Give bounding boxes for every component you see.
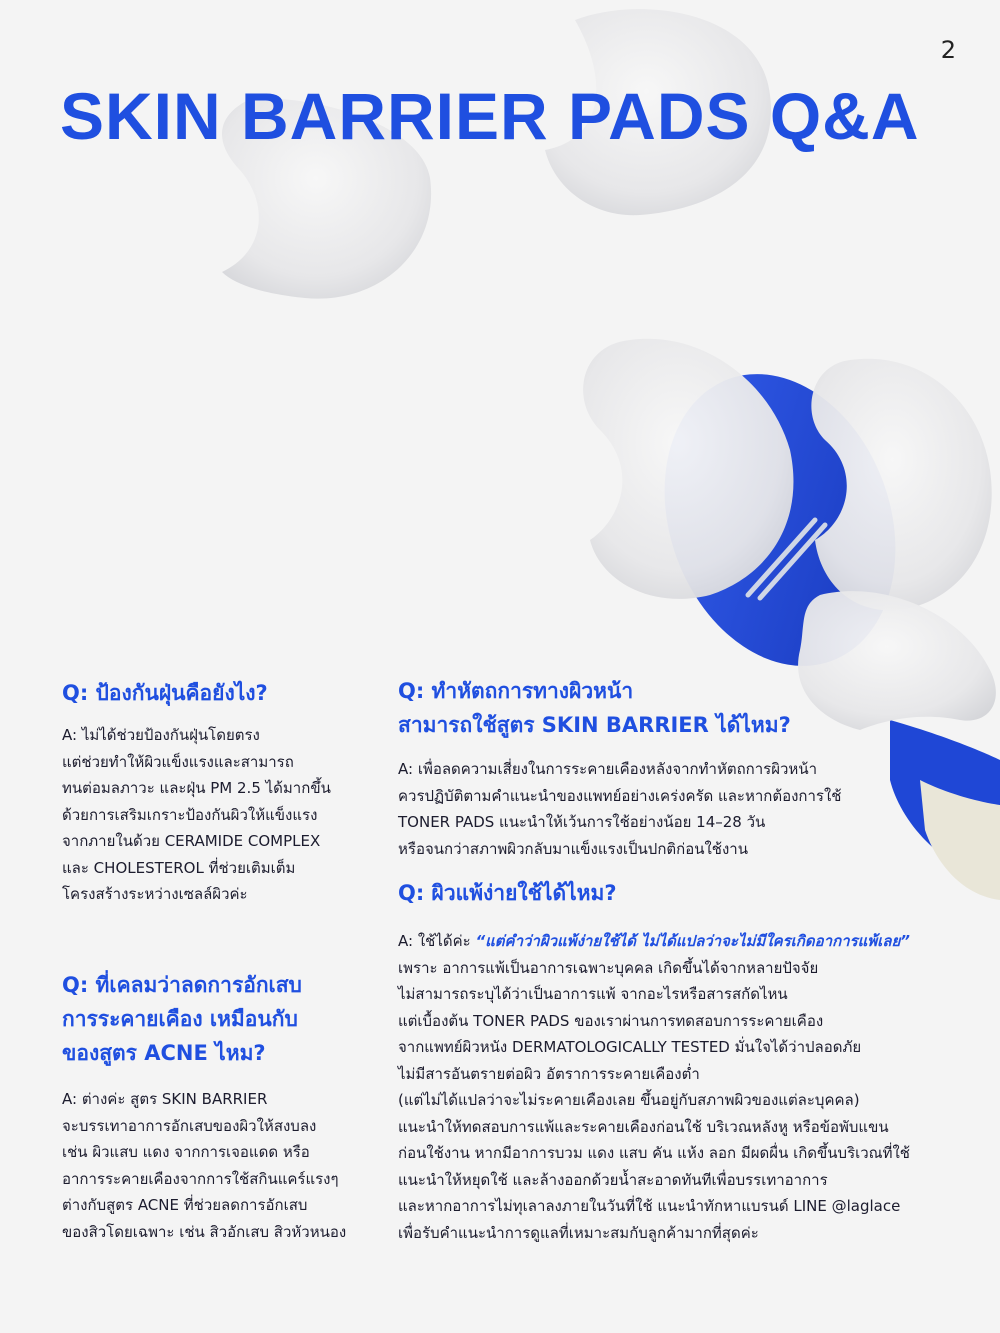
answer-line: A: เพื่อลดความเสี่ยงในการระคายเคืองหลังจากทำหัตถการผิวหน้า <box>398 760 817 778</box>
question: Q: ป้องกันฝุ่นคือยังไง? <box>62 681 268 705</box>
answer-line: หรือจนกว่าสภาพผิวกลับมาแข็งแรงเป็นปกติก่อนใช้งาน <box>398 839 748 858</box>
answer-line: ไม่สามารถระบุได้ว่าเป็นอาการแพ้ จากอะไรหรือสารสกัดไหน <box>398 985 788 1003</box>
answer-line: แต่ช่วยทำให้ผิวแข็งแรงและสามารถ <box>62 752 294 771</box>
qa-sensitive-skin <box>398 876 968 1246</box>
answer-intro: A: ใช้ได้ค่ะ <box>398 932 476 950</box>
answer-line: แต่เบื้องต้น TONER PADS ของเราผ่านการทดสอบการระคายเคือง <box>398 1011 824 1030</box>
answer-line: จากแพทย์ผิวหนัง DERMATOLOGICALLY TESTED มั่นใจได้ว่าปลอดภัย <box>398 1038 862 1056</box>
answer-line: อาการระคายเคืองจากการใช้สกินแคร์แรงๆ <box>62 1169 339 1188</box>
answer-line: จากภายในด้วย CERAMIDE COMPLEX <box>62 832 321 850</box>
answer-line: แนะนำให้ทดสอบการแพ้และระคายเคืองก่อนใช้ บริเวณหลังหู หรือข้อพับแขน <box>398 1117 889 1136</box>
answer-line: แนะนำให้หยุดใช้ และล้างออกด้วยน้ำสะอาดทันทีเพื่อบรรเทาอาการ <box>398 1170 828 1189</box>
answer-line: A: ไม่ได้ช่วยป้องกันฝุ่นโดยตรง <box>62 726 260 744</box>
answer-line: โครงสร้างระหว่างเซลล์ผิวค่ะ <box>62 885 248 903</box>
question-line: Q: ที่เคลมว่าลดการอักเสบ <box>62 973 302 997</box>
answer-line: และหากอาการไม่ทุเลาลงภายในวันที่ใช้ แนะนำทักหาแบรนด์ LINE @laglace <box>398 1197 901 1215</box>
question-line: Q: ทำหัตถการทางผิวหน้า <box>398 679 634 703</box>
question-line: สามารถใช้สูตร SKIN BARRIER ได้ไหม? <box>398 713 791 737</box>
answer-line: (แต่ไม่ได้แปลว่าจะไม่ระคายเคืองเลย ขึ้นอยู่กับสภาพผิวของแต่ละบุคคล) <box>398 1091 860 1109</box>
page-title: SKIN BARRIER PADS Q&A <box>60 79 920 153</box>
answer-line: TONER PADS แนะนำให้เว้นการใช้อย่างน้อย 14–28 วัน <box>398 813 766 831</box>
answer-line: เช่น ผิวแสบ แดง จากการเจอแดด หรือ <box>62 1143 310 1161</box>
qa-inflammation-vs-acne <box>62 968 392 1245</box>
answer-line: ไม่มีสารอันตรายต่อผิว อัตราการระคายเคืองต่ำ <box>398 1064 700 1083</box>
answer-line <box>398 928 968 955</box>
answer-line: ก่อนใช้งาน หากมีอาการบวม แดง แสบ คัน แห้ง ลอก มีผดผื่น เกิดขึ้นบริเวณที่ใช้ <box>398 1144 910 1162</box>
question-line: การระคายเคือง เหมือนกับ <box>62 1007 298 1031</box>
answer-line: ด้วยการเสริมเกราะป้องกันผิวให้แข็งแรง <box>62 805 318 824</box>
question: Q: ผิวแพ้ง่ายใช้ได้ไหม? <box>398 881 617 905</box>
answer-line: ต่างกับสูตร ACNE ที่ช่วยลดการอักเสบ <box>62 1196 308 1214</box>
answer-line: เพื่อรับคำแนะนำการดูแลที่เหมาะสมกับลูกค้ามากที่สุดค่ะ <box>398 1223 759 1242</box>
answer-line: A: ต่างค่ะ สูตร SKIN BARRIER <box>62 1090 268 1108</box>
answer-emphasis: “แต่คำว่าผิวแพ้ง่ายใช้ได้ ไม่ได้แปลว่าจะไม่มีใครเกิดอาการแพ้เลย” <box>475 932 910 950</box>
question-line: ของสูตร ACNE ไหม? <box>62 1041 266 1065</box>
qa-dust-protection <box>62 676 392 908</box>
qa-after-facial-procedure <box>398 674 898 862</box>
answer-line: ควรปฏิบัติตามคำแนะนำของแพทย์อย่างเคร่งครัด และหากต้องการใช้ <box>398 786 842 805</box>
answer-line: ทนต่อมลภาวะ และฝุ่น PM 2.5 ได้มากขึ้น <box>62 779 331 797</box>
answer-line: และ CHOLESTEROL ที่ช่วยเติมเต็ม <box>62 858 296 877</box>
answer-line: ของสิวโดยเฉพาะ เช่น สิวอักเสบ สิวหัวหนอง <box>62 1222 347 1241</box>
answer-line: เพราะ อาการแพ้เป็นอาการเฉพาะบุคคล เกิดขึ้นได้จากหลายปัจจัย <box>398 958 819 977</box>
page-number: 2 <box>940 36 956 64</box>
answer-line: จะบรรเทาอาการอักเสบของผิวให้สงบลง <box>62 1116 317 1135</box>
